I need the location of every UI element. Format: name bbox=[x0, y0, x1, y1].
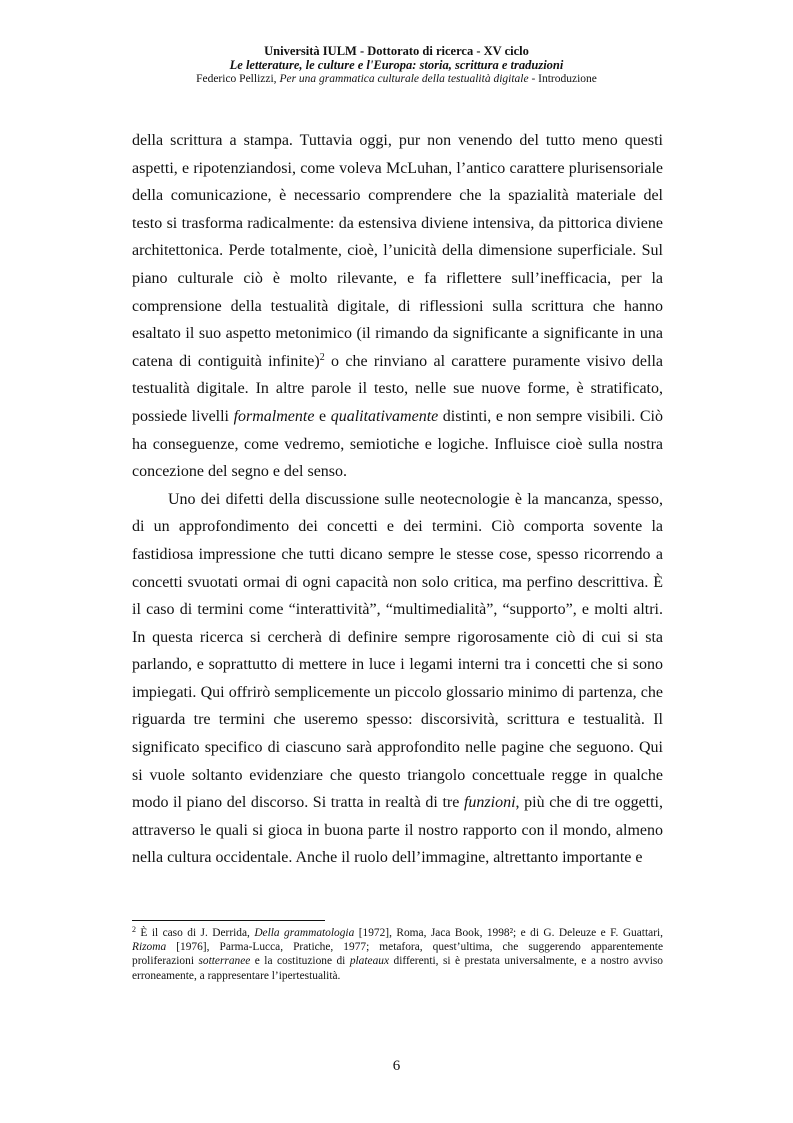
emphasis-formalmente: formalmente bbox=[233, 407, 315, 425]
header-work-title: Per una grammatica culturale della testualità digitale bbox=[279, 73, 529, 85]
footnote-emphasis-plateaux: plateaux bbox=[349, 955, 390, 968]
page-number: 6 bbox=[392, 1058, 401, 1074]
running-header bbox=[0, 44, 793, 86]
paragraph-1 bbox=[132, 127, 663, 486]
paragraph-2-text-a: Uno dei difetti della discussione sulle neotecnologie è la mancanza, spesso, di un approfondimento dei concetti e dei termini. Ciò comporta sovente la fastidiosa impressione che tutti dicano sempre le stesse cose, spesso ricorrendo a concetti svuotati ormai di ogni capacità non solo critica, ma perfino descrittiva. È il caso di termini come “interattività”, “multimedialità”, “supporto”, e molti altri. In questa ricerca si cercherà di definire sempre rigorosamente ciò di cui si sta parlando, e soprattutto di mettere in luce i legami interni tra i concetti che si sono impiegati. Qui offrirò semplicemente un piccolo glossario minimo di partenza, che riguarda tre termini che useremo spesso: discorsività, scrittura e testualità. Il significato specifico di ciascuno sarà approfondito nelle pagine che seguono. Qui si vuole soltanto evidenziare che questo triangolo concettuale regge in qualche modo il piano del discorso. Si tratta in realtà di tre bbox=[132, 490, 663, 812]
paragraph-1-text-a: della scrittura a stampa. Tuttavia oggi, pur non venendo del tutto meno questi aspetti, e ripotenziandosi, come voleva McLuhan, l’antico carattere plurisensoriale della comunicazione, è necessario comprendere che la spazialità materiale del testo si trasforma radicalmente: da estensiva diviene intensiva, da pittorica diviene architettonica. Perde totalmente, cioè, l’unicità della dimensione superficiale. Sul piano culturale ciò è molto rilevante, e fa riflettere sull’inefficacia, per la comprensione della testualità digitale, di riflessioni sulla scrittura che hanno esaltato il suo aspetto metonimico (il rimando da significante a significante in una catena di contiguità infinite) bbox=[132, 132, 663, 370]
footnote-title-grammatologia: Della grammatologia bbox=[254, 927, 355, 939]
footnote-reference: 2 bbox=[319, 351, 325, 363]
paragraph-2-text-b: , più che di tre oggetti, attraverso le quali si gioca in buona parte il nostro rapporto con il mondo, almeno nella cultura occidentale. Anche il ruolo dell’immagine, altrettanto importante e bbox=[132, 794, 664, 867]
header-institution: Università IULM - Dottorato di ricerca - XV ciclo bbox=[264, 44, 529, 58]
emphasis-qualitativamente: qualitativamente bbox=[330, 407, 439, 425]
footnote-2 bbox=[132, 926, 663, 983]
header-program: Le letterature, le culture e l'Europa: storia, scrittura e traduzioni bbox=[229, 58, 564, 72]
footnote-number: 2 bbox=[132, 925, 136, 934]
footnote-text-d: e la costituzione di bbox=[250, 955, 350, 968]
footnote-text-c: [1976], Parma-Lucca, Pratiche, 1977; metafora, quest’ultima, che suggerendo apparentemente proliferazioni bbox=[132, 941, 663, 968]
paragraph-2 bbox=[132, 486, 663, 872]
footnote-title-rizoma: Rizoma bbox=[132, 941, 167, 954]
footnote-text-b: [1972], Roma, Jaca Book, 1998²; e di G. Deleuze e F. Guattari, bbox=[354, 927, 663, 939]
header-author: Federico Pellizzi, bbox=[196, 73, 280, 85]
paragraph-1-text-d: distinti, e non sempre visibili. Ciò ha conseguenze, come vedremo, semiotiche e logiche. Influisce cioè sulla nostra concezione del segno e del senso. bbox=[132, 407, 663, 481]
footnote-emphasis-sotterranee: sotterranee bbox=[198, 955, 251, 968]
footnote-text-a: È il caso di J. Derrida, bbox=[136, 927, 255, 939]
paragraph-1-text-c: e bbox=[314, 407, 331, 425]
footnote-text-e: differenti, si è prestata universalmente, e a nostro avviso erroneamente, a rappresentare l’ipertestualità. bbox=[132, 955, 663, 982]
emphasis-funzioni: funzioni bbox=[463, 794, 516, 812]
header-author-title bbox=[0, 72, 793, 86]
paragraph-1-text-b: o che rinviano al carattere puramente visivo della testualità digitale. In altre parole il testo, nelle sue nuove forme, è stratificato, possiede livelli bbox=[132, 352, 664, 425]
header-section: - Introduzione bbox=[528, 73, 597, 85]
main-text bbox=[132, 127, 663, 872]
footnote-separator bbox=[132, 920, 325, 921]
